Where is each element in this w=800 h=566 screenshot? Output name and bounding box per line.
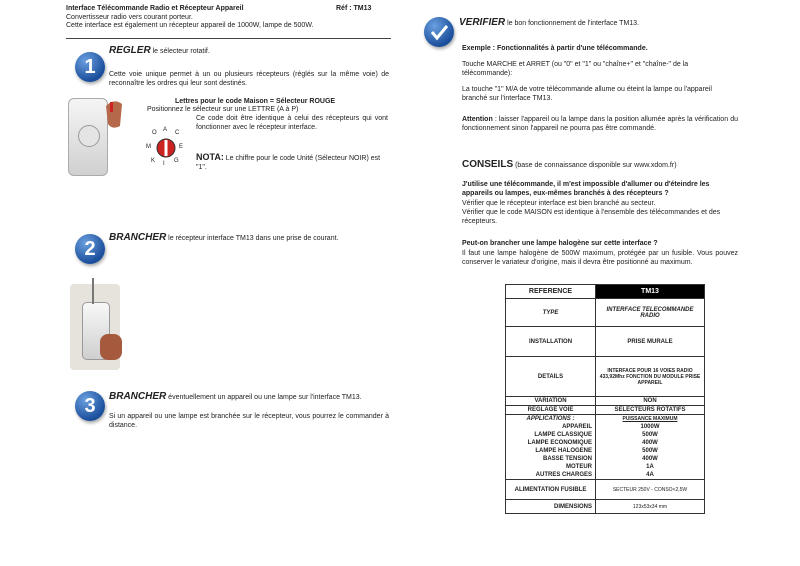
step-1-paragraph: Cette voie unique permet à un ou plusieurs récepteurs (réglés sur la même voie) de reconnaître les ordres qui leur sont destinés. bbox=[109, 71, 389, 87]
details-value: INTERFACE POUR 16 VOIES RADIO 433,92Mhz FONCTION DU MODULE PRISE APPAREIL bbox=[596, 357, 705, 397]
app-value: 400W bbox=[596, 439, 705, 447]
dial-letter: M bbox=[146, 144, 151, 150]
dial-letter: K bbox=[151, 158, 156, 164]
verify-title-verb: VERIFIER bbox=[459, 17, 506, 28]
step-3-title bbox=[109, 391, 399, 402]
variation-value: NON bbox=[596, 397, 705, 406]
verify-title-rest: le bon fonctionnement de l'interface TM13. bbox=[505, 20, 640, 27]
step-1-title-verb: REGLER bbox=[109, 45, 151, 56]
app-value: 400W bbox=[596, 455, 705, 463]
verify-title bbox=[459, 17, 639, 28]
app-value: 1000W bbox=[596, 423, 705, 431]
table-row bbox=[506, 439, 705, 447]
advice-title bbox=[462, 154, 677, 172]
receiver-device-image bbox=[68, 98, 108, 176]
header-divider bbox=[66, 38, 391, 39]
step-1-title-rest: le sélecteur rotatif. bbox=[150, 48, 210, 55]
type-value: INTERFACE TELECOMMANDE RADIO bbox=[596, 299, 705, 327]
letters-line: Positionnez le sélecteur sur une LETTRE (A à P) bbox=[147, 106, 299, 113]
applications-label: APPLICATIONS : bbox=[506, 415, 596, 424]
header-line-1: Convertisseur radio vers courant porteur. bbox=[66, 14, 193, 21]
applications-header: PUISSANCE MAXIMUM bbox=[596, 415, 705, 424]
hand-icon bbox=[104, 98, 124, 130]
table-row bbox=[506, 406, 705, 415]
spec-table bbox=[505, 284, 705, 514]
question-1: J'utilise une télécommande, il m'est impossible d'allumer ou d'éteindre les appareils ou lampes, eux-mêmes branchés à des récepteurs ? bbox=[462, 181, 710, 197]
doc-title: Interface Télécommande Radio et Récepteur Appareil bbox=[66, 5, 244, 12]
step-3-title-rest: éventuellement un appareil ou une lampe sur l'interface TM13. bbox=[166, 394, 362, 401]
dial-letter: E bbox=[179, 144, 184, 150]
table-row bbox=[506, 463, 705, 471]
dim-value: 123x53x34 mm bbox=[596, 500, 705, 514]
dial-letter: C bbox=[175, 130, 180, 136]
table-row bbox=[506, 423, 705, 431]
answer-2: Il faut une lampe halogène de 500W maximum, protégée par un fusible. Vous pouvez conserver le variateur d'origine, mais il devra être positionné au maximum. bbox=[462, 250, 738, 266]
table-row bbox=[506, 471, 705, 480]
attention-label: Attention bbox=[462, 116, 493, 123]
type-label: TYPE bbox=[506, 299, 596, 327]
step-3-paragraph: Si un appareil ou une lampe est branchée sur le récepteur, vous pourrez le commander à distance. bbox=[109, 413, 389, 429]
table-row bbox=[506, 480, 705, 500]
reglage-value: SELECTEURS ROTATIFS bbox=[596, 406, 705, 415]
table-row bbox=[506, 285, 705, 299]
advice-title-label: CONSEILS bbox=[462, 159, 514, 170]
step-2-title bbox=[109, 232, 399, 243]
hand-image bbox=[104, 98, 124, 130]
code-dial bbox=[146, 128, 186, 168]
table-row bbox=[506, 415, 705, 424]
header-line-2: Cette interface est également un récepteur appareil de 1000W, lampe de 500W. bbox=[66, 22, 314, 29]
letters-text: Ce code doit être identique à celui des récepteurs qui vont fonctionner avec le récepteur interface. bbox=[196, 115, 388, 131]
app-name: APPAREIL bbox=[506, 423, 596, 431]
step-1-badge: 1 bbox=[75, 52, 105, 82]
app-name: LAMPE ECONOMIQUE bbox=[506, 439, 596, 447]
letters-title: Lettres pour le code Maison = Sélecteur ROUGE bbox=[175, 98, 336, 105]
attention-body: : laisser l'appareil ou la lampe dans la position allumée après la vérification du fonctionnement sinon l'appareil ne pourra pas être commandé. bbox=[462, 116, 738, 132]
table-row bbox=[506, 357, 705, 397]
note-label: NOTA: bbox=[196, 152, 224, 162]
details-label: DETAILS bbox=[506, 357, 596, 397]
doc-ref: Réf : TM13 bbox=[336, 5, 372, 12]
app-value: 500W bbox=[596, 447, 705, 455]
installation-label: INSTALLATION bbox=[506, 327, 596, 357]
table-row bbox=[506, 299, 705, 327]
step-2-badge: 2 bbox=[75, 234, 105, 264]
answer-1a: Vérifier que le récepteur interface est bien branché au secteur. bbox=[462, 200, 656, 207]
step-2-title-rest: le récepteur interface TM13 dans une prise de courant. bbox=[166, 235, 339, 242]
app-name: LAMPE HALOGENE bbox=[506, 447, 596, 455]
app-value: 1A bbox=[596, 463, 705, 471]
key-text: La touche "1" M/A de votre télécommande allume ou éteint la lampe ou l'appareil branché sur l'interface TM13. bbox=[462, 86, 712, 102]
reference-value: TM13 bbox=[596, 285, 705, 299]
example-title: Exemple : Fonctionnalités à partir d'une télécommande. bbox=[462, 45, 648, 52]
checkmark-icon bbox=[424, 17, 454, 47]
alim-value: SECTEUR 250V - CONSO<2,5W bbox=[596, 480, 705, 500]
alim-label: ALIMENTATION FUSIBLE bbox=[506, 480, 596, 500]
table-row bbox=[506, 455, 705, 463]
hand-icon bbox=[100, 334, 122, 360]
dial-letter: A bbox=[163, 127, 168, 133]
note-text: Le chiffre pour le code Unité (Sélecteur NOIR) est "1". bbox=[196, 155, 381, 171]
app-value: 4A bbox=[596, 471, 705, 480]
example-text: Touche MARCHE et ARRET (ou "0" et "1" ou "chaîne+" et "chaîne-" de la télécommande): bbox=[462, 61, 689, 77]
app-name: BASSE TENSION bbox=[506, 455, 596, 463]
table-row bbox=[506, 447, 705, 455]
dial-letter: G bbox=[174, 158, 179, 164]
app-name: AUTRES CHARGES bbox=[506, 471, 596, 480]
dial-letter: O bbox=[152, 130, 157, 136]
table-row bbox=[506, 327, 705, 357]
antenna-icon bbox=[92, 278, 94, 304]
step-1-title bbox=[109, 45, 210, 56]
table-row bbox=[506, 431, 705, 439]
plugged-device-image bbox=[70, 284, 120, 370]
step-2-title-verb: BRANCHER bbox=[109, 232, 167, 243]
check-badge bbox=[424, 17, 454, 47]
app-value: 500W bbox=[596, 431, 705, 439]
table-row bbox=[506, 500, 705, 514]
advice-title-rest: (base de connaissance disponible sur www.xdom.fr) bbox=[513, 162, 677, 169]
step-3-title-verb: BRANCHER bbox=[109, 391, 167, 402]
app-name: MOTEUR bbox=[506, 463, 596, 471]
table-row bbox=[506, 397, 705, 406]
question-2: Peut-on brancher une lampe halogène sur cette interface ? bbox=[462, 240, 658, 247]
installation-value: PRISE MURALE bbox=[596, 327, 705, 357]
variation-label: VARIATION bbox=[506, 397, 596, 406]
step-3-badge: 3 bbox=[75, 391, 105, 421]
answer-1b: Vérifier que le code MAISON est identique à l'ensemble des télécommandes et des récepteurs. bbox=[462, 209, 721, 225]
app-name: LAMPE CLASSIQUE bbox=[506, 431, 596, 439]
dial-letter: I bbox=[163, 161, 165, 167]
socket-icon bbox=[78, 125, 100, 147]
attention-text bbox=[462, 115, 738, 133]
dim-label: DIMENSIONS bbox=[506, 500, 596, 514]
reference-label: REFERENCE bbox=[506, 285, 596, 299]
step-1-note bbox=[196, 153, 388, 172]
reglage-label: REGLAGE VOIE bbox=[506, 406, 596, 415]
